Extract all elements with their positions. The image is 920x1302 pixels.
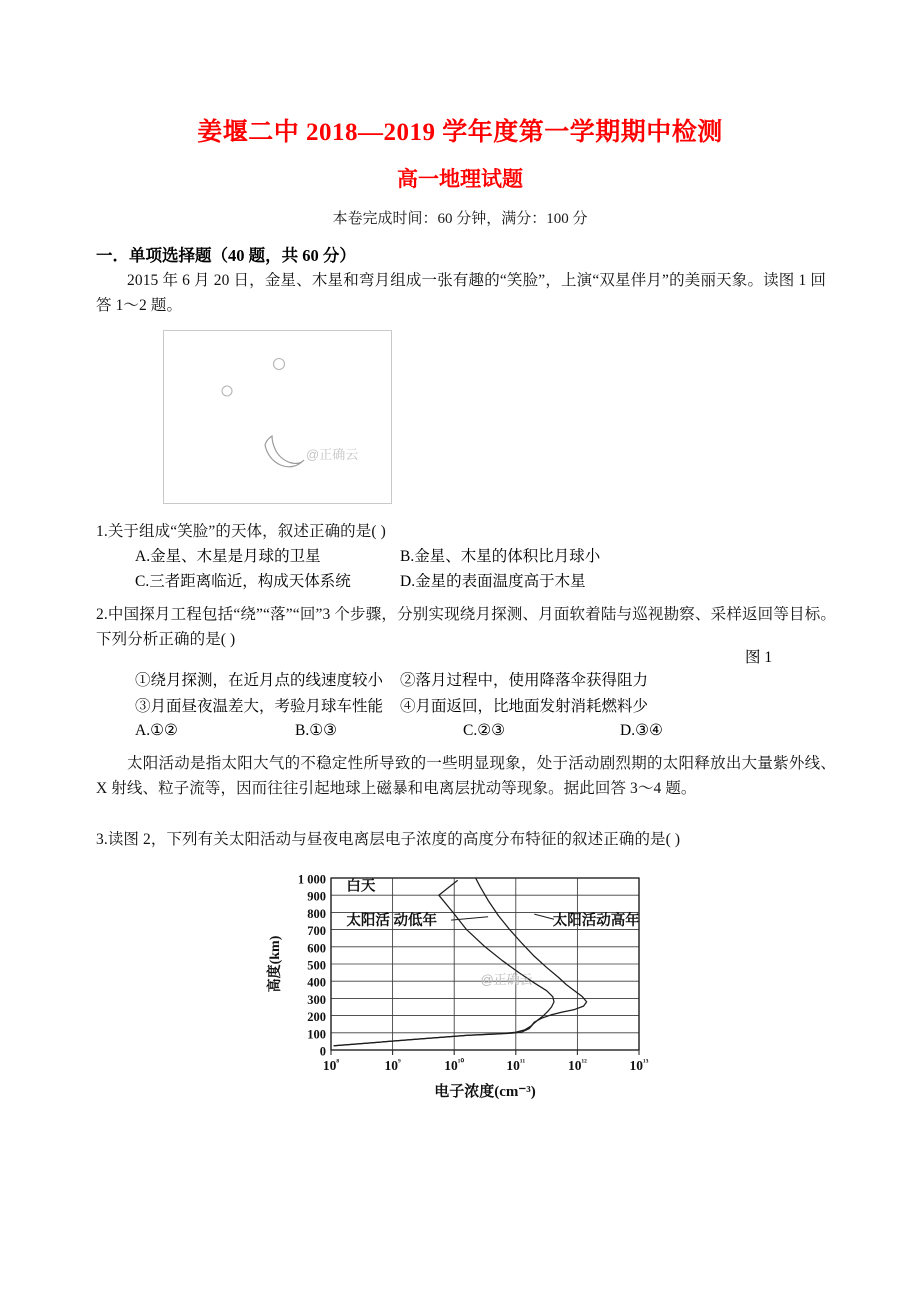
chart-xtick-label: $10^{^{12}}$ bbox=[567, 1057, 587, 1073]
chart-ytick-label: 100 bbox=[307, 1027, 326, 1042]
chart-ytick-label: 800 bbox=[307, 906, 326, 921]
crescent-moon bbox=[265, 436, 304, 467]
chart-xtick-label: $10^{^{13}}$ bbox=[629, 1057, 649, 1073]
figure-1-smiley bbox=[163, 330, 392, 504]
chart-series-line bbox=[334, 878, 587, 1045]
question-3-stem: 3.读图 2，下列有关太阳活动与昼夜电离层电子浓度的高度分布特征的叙述正确的是( ) bbox=[96, 831, 681, 848]
chart-leader-line-high bbox=[534, 914, 554, 919]
planet-circle-lower bbox=[222, 386, 232, 396]
chart-ytick-label: 200 bbox=[307, 1010, 326, 1025]
question-2-stem: 2.中国探月工程包括“绕”“落”“回”3 个步骤，分别实现绕月探测、月面软着陆与巡视勘察、采样返回等目标。下列分析正确的是( ) bbox=[96, 606, 836, 648]
question-2-option-a[interactable]: A.①② bbox=[135, 722, 178, 739]
watermark-text: @正确云 bbox=[306, 447, 359, 462]
chart-ytick-label: 500 bbox=[307, 958, 326, 973]
chart-ytick-label: 700 bbox=[307, 924, 326, 939]
chart-ytick-label: 400 bbox=[307, 975, 326, 990]
subject-title: 高一地理试题 bbox=[397, 167, 523, 191]
chart-annotation-2: 太阳活 动低年 bbox=[346, 913, 438, 930]
question-2-option-b[interactable]: B.①③ bbox=[295, 722, 338, 739]
passage-2: 太阳活动是指太阳大气的不稳定性所导致的一些明显现象，处于活动剧烈期的太阳释放出大量紫外线、X 射线、粒子流等，因而往往引起地球上磁暴和电离层扰动等现象。据此回答 3～4 题。 bbox=[96, 755, 836, 797]
chart-ytick-label: 300 bbox=[307, 992, 326, 1007]
chart-ytick-label: 0 bbox=[319, 1044, 326, 1059]
chart-x-axis-title: 电子浓度(cm⁻³) bbox=[434, 1084, 536, 1100]
question-1-option-a[interactable]: A.金星、木星是月球的卫星 bbox=[135, 548, 321, 565]
planet-circle-upper bbox=[274, 359, 285, 370]
chart-annotation-3: 太阳活动高年 bbox=[552, 913, 640, 930]
chart-ytick-label: 1 000 bbox=[297, 872, 326, 887]
chart-xtick-label: $10^{^{11}}$ bbox=[506, 1057, 526, 1073]
chart-annotation-1: 白天 bbox=[346, 878, 376, 895]
question-2-statement-4: ④月面返回，比地面发射消耗燃料少 bbox=[400, 698, 649, 715]
chart-series-line bbox=[334, 881, 554, 1046]
exam-title: 姜堰二中 2018—2019 学年度第一学期期中检测 bbox=[197, 119, 723, 146]
exam-meta: 本卷完成时间：60 分钟，满分：100 分 bbox=[332, 211, 588, 227]
question-1-option-b[interactable]: B.金星、木星的体积比月球小 bbox=[400, 548, 601, 565]
chart-y-axis-title: 高度(km) bbox=[268, 935, 283, 993]
chart-ytick-label: 600 bbox=[307, 941, 326, 956]
chart-watermark: @正确云 bbox=[480, 971, 533, 987]
question-2-option-d[interactable]: D.③④ bbox=[620, 722, 663, 739]
question-1-option-c[interactable]: C.三者距离临近，构成天体系统 bbox=[135, 573, 351, 590]
chart-xtick-label: $10^{^8}$ bbox=[322, 1057, 340, 1073]
figure-1-caption: 图 1 bbox=[745, 649, 773, 666]
passage-1: 2015 年 6 月 20 日，金星、木星和弯月组成一张有趣的“笑脸”，上演“双星伴月”的美丽天象。读图 1 回答 1～2 题。 bbox=[96, 272, 826, 314]
chart-xtick-label: $10^{^{10}}$ bbox=[444, 1057, 465, 1073]
chart-xtick-label: $10^{^9}$ bbox=[384, 1057, 401, 1073]
section-heading: 一．单项选择题（40 题，共 60 分） bbox=[96, 246, 356, 265]
question-1-stem: 1.关于组成“笑脸”的天体，叙述正确的是( ) bbox=[96, 523, 386, 540]
question-2-statement-3: ③月面昼夜温差大，考验月球车性能 bbox=[135, 698, 384, 715]
question-1-option-d[interactable]: D.金星的表面温度高于木星 bbox=[400, 573, 586, 590]
figure-2-chart bbox=[255, 868, 675, 1100]
question-2-option-c[interactable]: C.②③ bbox=[463, 722, 506, 739]
chart-ytick-label: 900 bbox=[307, 889, 326, 904]
question-2-statement-1: ①绕月探测，在近月点的线速度较小 bbox=[135, 672, 384, 689]
question-2-statement-2: ②落月过程中，使用降落伞获得阻力 bbox=[400, 672, 649, 689]
